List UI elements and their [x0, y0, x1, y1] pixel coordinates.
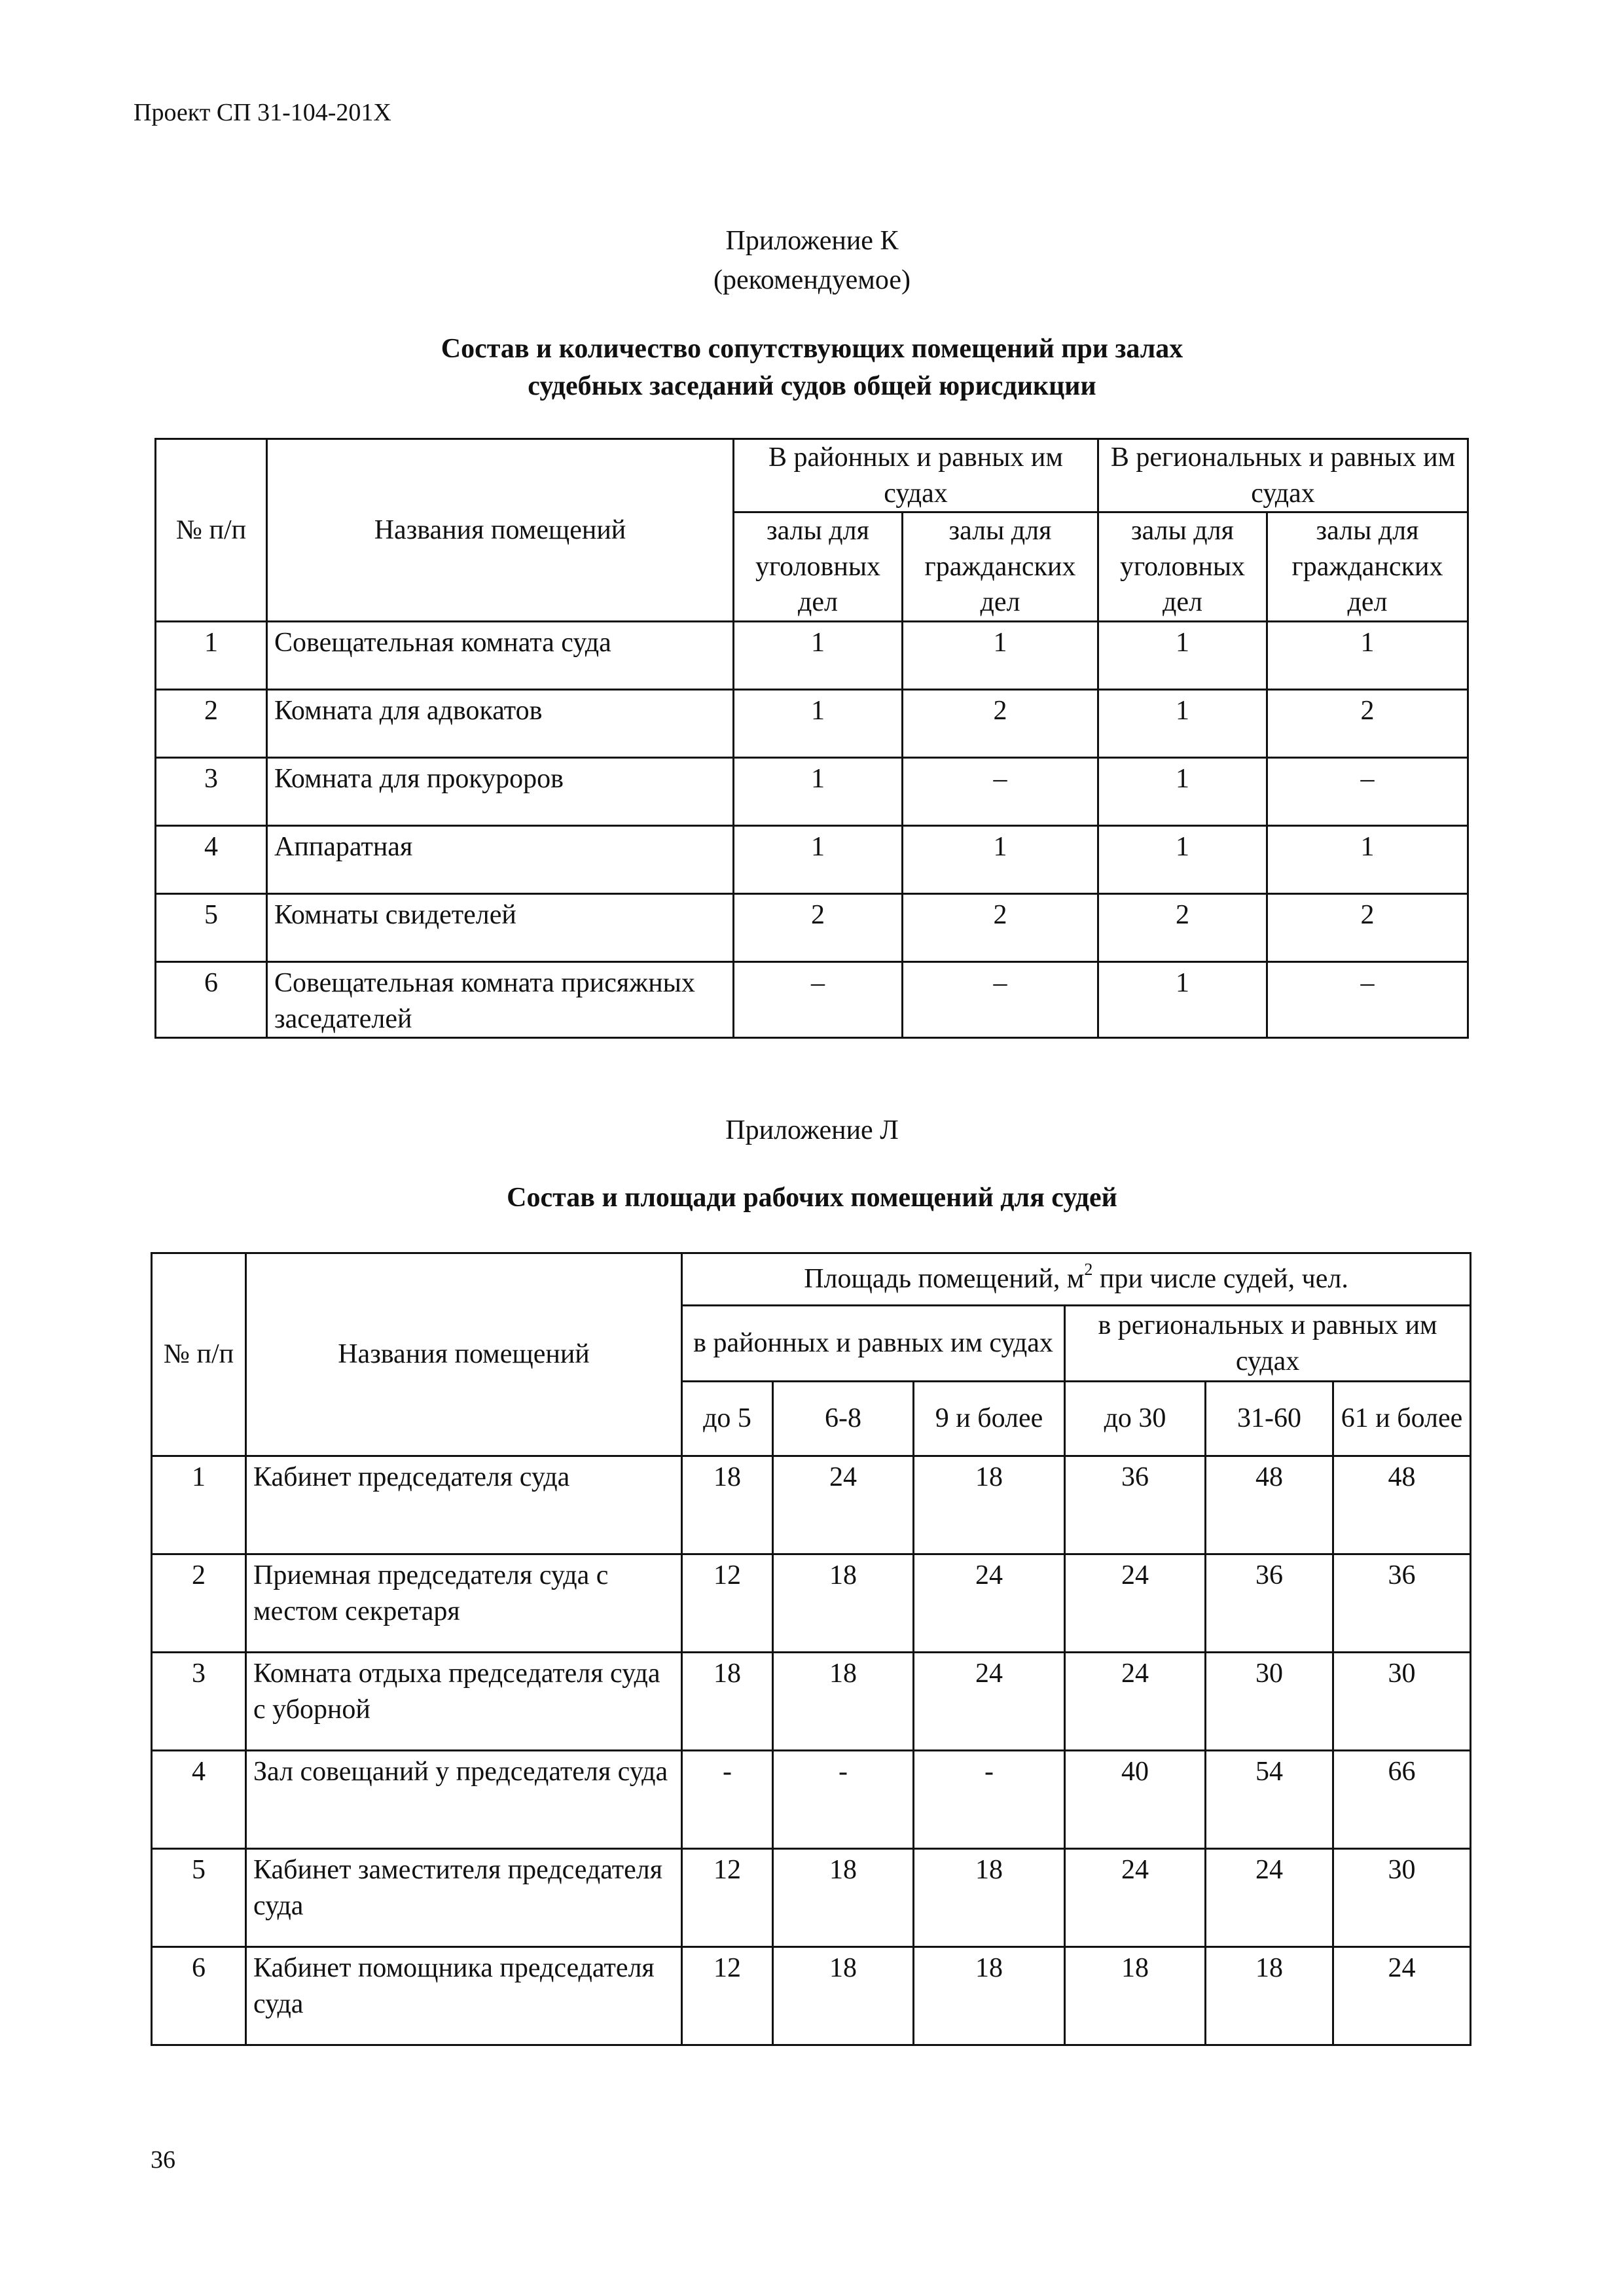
- table-k-sub-criminal-1: залы для уголовных дел: [734, 512, 903, 622]
- cell-value: 18: [773, 1554, 914, 1653]
- cell-value: 54: [1206, 1751, 1333, 1849]
- table-l-sub: 31-60: [1206, 1382, 1333, 1456]
- cell-value: 2: [734, 893, 903, 961]
- table-k-group-regional: В региональных и равных им судах: [1098, 439, 1468, 512]
- table-k-col-name: Названия помещений: [267, 439, 734, 622]
- top-head-sup: 2: [1084, 1260, 1093, 1280]
- room-name: Кабинет помощника председателя суда: [246, 1947, 682, 2045]
- cell-value: 1: [734, 757, 903, 825]
- cell-value: 24: [1333, 1947, 1471, 2045]
- table-row: [152, 1751, 1471, 1849]
- table-l-sub: 61 и более: [1333, 1382, 1471, 1456]
- page-header: Проект СП 31-104-201Х: [134, 99, 391, 126]
- table-l-sub: до 5: [682, 1382, 773, 1456]
- cell-value: 18: [1065, 1947, 1206, 2045]
- room-name: Зал совещаний у председателя суда: [246, 1751, 682, 1849]
- cell-value: 2: [1267, 893, 1468, 961]
- cell-value: 66: [1333, 1751, 1471, 1849]
- cell-value: 2: [1098, 893, 1267, 961]
- cell-value: 18: [682, 1456, 773, 1554]
- row-number: 4: [152, 1751, 246, 1849]
- cell-value: 48: [1333, 1456, 1471, 1554]
- room-name: Комната для прокуроров: [267, 757, 734, 825]
- cell-value: 30: [1333, 1849, 1471, 1947]
- table-k: [154, 438, 1469, 1039]
- table-l-col-name: Названия помещений: [246, 1253, 682, 1456]
- cell-value: -: [914, 1751, 1065, 1849]
- cell-value: 1: [1098, 757, 1267, 825]
- table-row: [152, 1849, 1471, 1947]
- cell-value: 24: [1206, 1849, 1333, 1947]
- room-name: Аппаратная: [267, 825, 734, 893]
- appendix-k-subtitle: (рекомендуемое): [713, 265, 911, 295]
- cell-value: 1: [1267, 621, 1468, 689]
- row-number: 3: [156, 757, 267, 825]
- room-name: Комната отдыха председателя суда с уборной: [246, 1653, 682, 1751]
- appendix-k-heading-2: судебных заседаний судов общей юрисдикции: [528, 371, 1096, 401]
- appendix-l-title: Приложение Л: [725, 1115, 899, 1145]
- cell-value: 36: [1065, 1456, 1206, 1554]
- table-row: [156, 825, 1468, 893]
- table-l-group-regional: в региональных и равных им судах: [1065, 1306, 1471, 1382]
- row-number: 3: [152, 1653, 246, 1751]
- cell-value: 12: [682, 1947, 773, 2045]
- cell-value: 18: [682, 1653, 773, 1751]
- cell-value: 1: [1098, 689, 1267, 757]
- row-number: 6: [152, 1947, 246, 2045]
- row-number: 4: [156, 825, 267, 893]
- cell-value: 1: [734, 621, 903, 689]
- cell-value: 24: [773, 1456, 914, 1554]
- room-name: Кабинет председателя суда: [246, 1456, 682, 1554]
- row-number: 2: [156, 689, 267, 757]
- table-k-group-district: В районных и равных им судах: [734, 439, 1098, 512]
- cell-value: 2: [903, 689, 1098, 757]
- cell-value: 48: [1206, 1456, 1333, 1554]
- row-number: 2: [152, 1554, 246, 1653]
- cell-value: 30: [1206, 1653, 1333, 1751]
- room-name: Приемная председателя суда с местом секретаря: [246, 1554, 682, 1653]
- cell-value: 12: [682, 1849, 773, 1947]
- room-name: Совещательная комната суда: [267, 621, 734, 689]
- cell-value: 24: [914, 1653, 1065, 1751]
- table-k-sub-civil-2: залы для гражданских дел: [1267, 512, 1468, 622]
- cell-value: 1: [734, 825, 903, 893]
- cell-value: 24: [914, 1554, 1065, 1653]
- cell-value: 18: [914, 1849, 1065, 1947]
- table-row: [156, 893, 1468, 961]
- table-row: [152, 1947, 1471, 2045]
- cell-value: –: [903, 961, 1098, 1037]
- table-l-col-num: № п/п: [152, 1253, 246, 1456]
- table-l-top-head: [682, 1253, 1471, 1306]
- row-number: 5: [152, 1849, 246, 1947]
- room-name: Кабинет заместителя председателя суда: [246, 1849, 682, 1947]
- row-number: 6: [156, 961, 267, 1037]
- cell-value: 1: [903, 621, 1098, 689]
- row-number: 5: [156, 893, 267, 961]
- cell-value: 18: [773, 1849, 914, 1947]
- table-row: [152, 1456, 1471, 1554]
- cell-value: 30: [1333, 1653, 1471, 1751]
- cell-value: 1: [1098, 825, 1267, 893]
- cell-value: 2: [1267, 689, 1468, 757]
- page-number: 36: [151, 2146, 175, 2174]
- cell-value: -: [773, 1751, 914, 1849]
- table-l-sub: 9 и более: [914, 1382, 1065, 1456]
- appendix-k-title: Приложение К: [725, 226, 899, 256]
- cell-value: 1: [734, 689, 903, 757]
- row-number: 1: [156, 621, 267, 689]
- room-name: Совещательная комната присяжных заседателей: [267, 961, 734, 1037]
- cell-value: 1: [1098, 621, 1267, 689]
- cell-value: 18: [914, 1456, 1065, 1554]
- cell-value: 40: [1065, 1751, 1206, 1849]
- table-row: [156, 757, 1468, 825]
- row-number: 1: [152, 1456, 246, 1554]
- cell-value: 24: [1065, 1849, 1206, 1947]
- cell-value: 36: [1333, 1554, 1471, 1653]
- cell-value: 36: [1206, 1554, 1333, 1653]
- table-l: [151, 1252, 1471, 2046]
- cell-value: 24: [1065, 1653, 1206, 1751]
- room-name: Комната для адвокатов: [267, 689, 734, 757]
- table-l-group-district: в районных и равных им судах: [682, 1306, 1065, 1382]
- table-k-sub-criminal-2: залы для уголовных дел: [1098, 512, 1267, 622]
- table-row: [156, 961, 1468, 1037]
- cell-value: 18: [773, 1947, 914, 2045]
- table-k-col-num: № п/п: [156, 439, 267, 622]
- cell-value: 24: [1065, 1554, 1206, 1653]
- cell-value: 12: [682, 1554, 773, 1653]
- cell-value: –: [1267, 757, 1468, 825]
- cell-value: 1: [903, 825, 1098, 893]
- table-k-sub-civil-1: залы для гражданских дел: [903, 512, 1098, 622]
- room-name: Комнаты свидетелей: [267, 893, 734, 961]
- table-l-sub: 6-8: [773, 1382, 914, 1456]
- table-row: [156, 689, 1468, 757]
- table-l-sub: до 30: [1065, 1382, 1206, 1456]
- table-row: [152, 1653, 1471, 1751]
- table-row: [156, 621, 1468, 689]
- cell-value: –: [903, 757, 1098, 825]
- table-row: [152, 1554, 1471, 1653]
- top-head-tail: при числе судей, чел.: [1092, 1264, 1348, 1295]
- top-head-text: Площадь помещений, м: [804, 1264, 1085, 1295]
- appendix-k-heading-1: Состав и количество сопутствующих помещений при залах: [441, 334, 1183, 364]
- cell-value: –: [1267, 961, 1468, 1037]
- cell-value: 2: [903, 893, 1098, 961]
- appendix-l-heading: Состав и площади рабочих помещений для судей: [507, 1183, 1117, 1213]
- cell-value: 18: [914, 1947, 1065, 2045]
- cell-value: 18: [1206, 1947, 1333, 2045]
- cell-value: 1: [1267, 825, 1468, 893]
- cell-value: 1: [1098, 961, 1267, 1037]
- cell-value: -: [682, 1751, 773, 1849]
- cell-value: –: [734, 961, 903, 1037]
- cell-value: 18: [773, 1653, 914, 1751]
